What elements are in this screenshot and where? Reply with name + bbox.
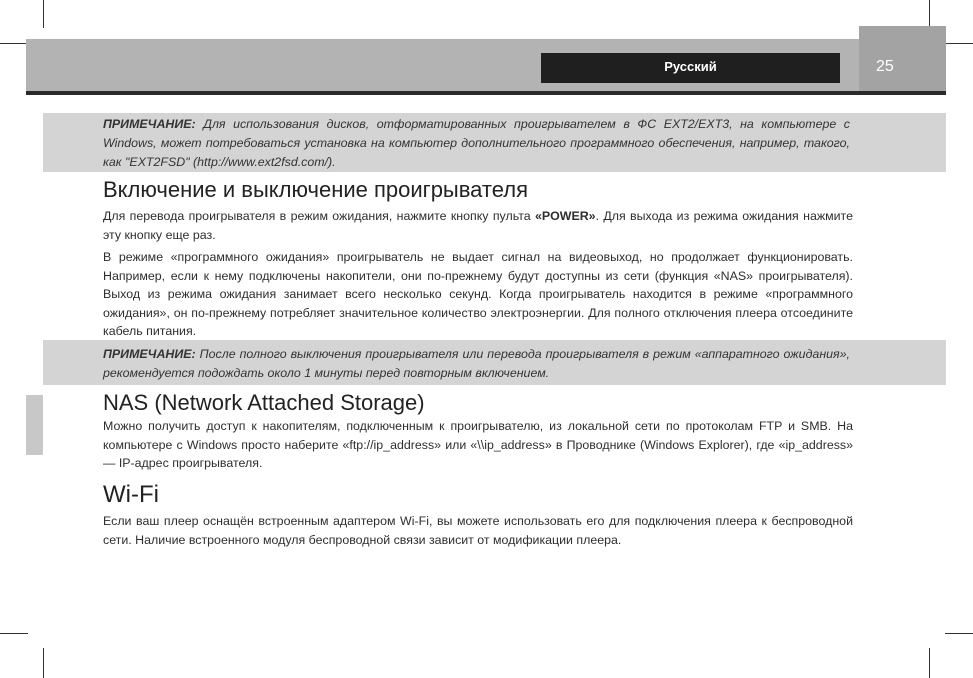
paragraph-text: Для перевода проигрывателя в режим ожидания, нажмите кнопку пульта (103, 209, 535, 223)
crop-mark (929, 648, 930, 678)
note-box (43, 113, 946, 172)
paragraph: Можно получить доступ к накопителям, подключенным к проигрывателю, из локальной сети по протоколам FTP и SMB. На компьютере с Windows просто наберите «ftp://ip_address» или «\\ip_address» в Проводнике (Windows Explorer), где «ip_address» — IP-адрес проигрывателя. (103, 419, 853, 470)
paragraph: Если ваш плеер оснащён встроенным адаптером Wi-Fi, вы можете использовать его для подключения плеера к беспроводной сети. Наличие встроенного модуля беспроводной связи зависит от модификации плеера. (103, 514, 853, 547)
crop-mark (945, 633, 973, 634)
paragraph (103, 207, 853, 244)
power-key-label: «POWER» (534, 209, 596, 223)
section-heading: Включение и выключение проигрывателя (103, 177, 529, 202)
note-box (43, 340, 946, 385)
note-label: ПРИМЕЧАНИЕ: (103, 347, 196, 361)
page-number: 25 (876, 58, 894, 75)
header-rule (26, 91, 946, 95)
section-heading: NAS (Network Attached Storage) (103, 390, 425, 415)
crop-mark (929, 0, 930, 28)
side-tab (26, 395, 43, 455)
note-text: После полного выключения проигрывателя или перевода проигрывателя в режим «аппаратного ожидания», рекомендуется подождать около 1 минуты перед повторным включением. (103, 347, 850, 380)
paragraph: В режиме «программного ожидания» проигрыватель не выдает сигнал на видеовыход, но продолжает функционировать. Например, если к нему подключены накопители, они по-прежнему будут доступны из сети (функция «NAS» проигрывателя). Выход из режима ожидания занимает всего несколько секунд. Когда проигрыватель находится в режиме «программного ожидания», он по-прежнему потребляет значительное количество электроэнергии. Для полного отключения плеера отсоедините кабель питания. (103, 250, 853, 338)
section-heading: Wi-Fi (103, 481, 159, 508)
crop-mark (43, 648, 44, 678)
language-tab: Русский (541, 53, 840, 83)
crop-mark (43, 0, 44, 28)
note-text: Для использования дисков, отформатированных проигрывателем в ФС EXT2/EXT3, на компьютере с Windows, может потребоваться установка на компьютер дополнительного программного обеспечения, например, такого, как "EXT2FSD" (http://www.ext2fsd.com/). (103, 117, 850, 169)
crop-mark (0, 633, 28, 634)
page-number-box (859, 26, 946, 91)
crop-mark (945, 43, 973, 44)
crop-mark (0, 43, 28, 44)
note-label: ПРИМЕЧАНИЕ: (103, 117, 196, 131)
paragraph-text: . Для выхода из режима ожидания нажмите эту кнопку еще раз. (103, 209, 853, 242)
